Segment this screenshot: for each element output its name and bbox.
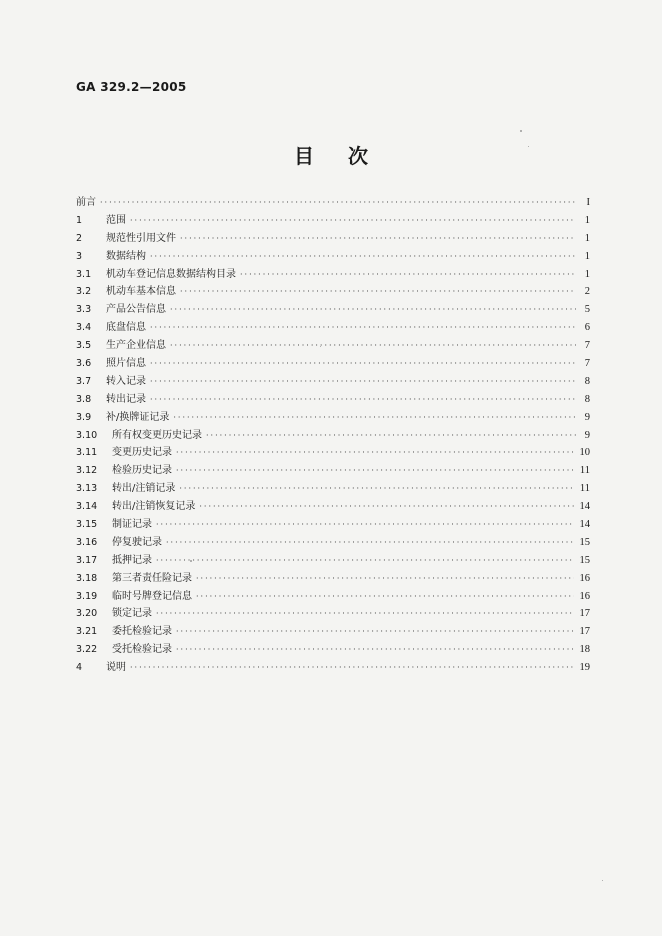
toc-entry-label: 第三者责任险记录 — [112, 572, 192, 584]
dot-leader — [150, 391, 576, 409]
toc-entry-page: 2 — [584, 286, 590, 298]
toc-entry-page: 1 — [584, 268, 590, 280]
scan-speck — [190, 560, 192, 562]
toc-entry[interactable] — [76, 212, 590, 230]
toc-entry-number: 3.18 — [76, 572, 98, 584]
toc-entry[interactable] — [76, 605, 590, 623]
toc-entry[interactable] — [76, 337, 590, 355]
toc-entry-number: 3.12 — [76, 465, 98, 477]
dot-leader — [176, 462, 574, 480]
toc-entry-label: 检验历史记录 — [112, 465, 172, 477]
dot-leader — [180, 230, 576, 248]
toc-entry-page: 7 — [584, 358, 590, 370]
toc-entry-label: 照片信息 — [106, 358, 146, 370]
toc-entry-number: 3 — [76, 250, 83, 262]
dot-leader — [150, 355, 576, 373]
toc-entry-number: 3.2 — [76, 286, 92, 298]
toc-entry-page: 15 — [579, 554, 590, 566]
dot-leader — [166, 534, 574, 552]
toc-entry-label: 转出记录 — [106, 393, 146, 405]
dot-leader — [150, 248, 576, 266]
dot-leader — [206, 427, 576, 445]
scan-speck — [528, 146, 529, 147]
toc-entry-label: 产品公告信息 — [106, 304, 166, 316]
table-of-contents — [76, 194, 590, 677]
toc-entry[interactable] — [76, 588, 590, 606]
toc-entry-number: 3.1 — [76, 268, 92, 280]
toc-entry[interactable] — [76, 301, 590, 319]
toc-entry-label: 转出/注销记录 — [112, 483, 176, 495]
toc-entry[interactable] — [76, 516, 590, 534]
toc-entry[interactable] — [76, 266, 590, 284]
toc-entry[interactable] — [76, 552, 590, 570]
toc-entry-number: 3.21 — [76, 626, 98, 638]
scan-speck — [320, 346, 321, 347]
toc-entry-page: 15 — [579, 536, 590, 548]
toc-entry-page: 1 — [584, 214, 590, 226]
toc-entry-label: 规范性引用文件 — [106, 232, 176, 244]
dot-leader — [176, 444, 574, 462]
toc-entry-number: 3.9 — [76, 411, 92, 423]
toc-entry[interactable] — [76, 641, 590, 659]
dot-leader — [196, 570, 574, 588]
toc-entry-number: 3.7 — [76, 375, 92, 387]
toc-entry-page: 14 — [579, 501, 590, 513]
toc-entry-page: 14 — [579, 519, 590, 531]
toc-entry-number: 3.4 — [76, 322, 92, 334]
toc-entry-number: 3.16 — [76, 536, 98, 548]
toc-entry-page: 16 — [579, 590, 590, 602]
dot-leader — [176, 623, 574, 641]
scan-speck — [520, 130, 522, 132]
toc-entry[interactable] — [76, 319, 590, 337]
dot-leader — [170, 301, 576, 319]
toc-entry-number: 4 — [76, 662, 83, 674]
toc-entry-label: 制证记录 — [112, 519, 152, 531]
toc-entry-label: 前言 — [76, 197, 96, 208]
dot-leader — [156, 516, 574, 534]
toc-entry[interactable] — [76, 248, 590, 266]
dot-leader — [156, 552, 574, 570]
toc-entry-number: 3.19 — [76, 590, 98, 602]
dot-leader — [240, 266, 576, 284]
toc-entry-label: 转出/注销恢复记录 — [112, 501, 196, 513]
toc-entry-page: 19 — [579, 662, 590, 674]
dot-leader — [156, 605, 574, 623]
toc-entry-label: 抵押记录 — [112, 554, 152, 566]
toc-entry-page: 1 — [584, 250, 590, 262]
toc-entry[interactable] — [76, 230, 590, 248]
toc-entry-number: 3.20 — [76, 608, 98, 620]
dot-leader — [176, 641, 574, 659]
toc-entry-number: 3.22 — [76, 644, 98, 656]
toc-entry-page: 17 — [579, 626, 590, 638]
toc-entry-page: 17 — [579, 608, 590, 620]
toc-entry-number: 2 — [76, 232, 83, 244]
dot-leader — [130, 659, 574, 677]
toc-entry-page: 18 — [579, 644, 590, 656]
toc-entry-number: 3.13 — [76, 483, 98, 495]
toc-entry[interactable] — [76, 355, 590, 373]
toc-entry-label: 范围 — [106, 214, 126, 226]
toc-entry[interactable] — [76, 462, 590, 480]
toc-entry[interactable] — [76, 391, 590, 409]
toc-entry-page: 1 — [584, 232, 590, 244]
toc-entry-label: 机动车登记信息数据结构目录 — [106, 268, 236, 280]
dot-leader — [150, 319, 576, 337]
page-title: 目次 — [294, 144, 402, 168]
dot-leader — [170, 337, 576, 355]
toc-entry-label: 转入记录 — [106, 375, 146, 387]
toc-entry-page: I — [586, 197, 590, 208]
toc-entry-page: 6 — [584, 322, 590, 334]
toc-entry[interactable] — [76, 194, 590, 212]
toc-entry-label: 数据结构 — [106, 250, 146, 262]
toc-entry-number: 3.10 — [76, 429, 98, 441]
toc-entry[interactable] — [76, 444, 590, 462]
toc-entry-label: 所有权变更历史记录 — [112, 429, 202, 441]
dot-leader — [180, 283, 576, 301]
toc-entry-number: 3.17 — [76, 554, 98, 566]
toc-entry-page: 5 — [584, 304, 590, 316]
dot-leader — [199, 498, 573, 516]
toc-entry-page: 9 — [584, 429, 590, 441]
scan-speck — [602, 880, 603, 881]
toc-entry-label: 停复驶记录 — [112, 536, 162, 548]
toc-entry-label: 生产企业信息 — [106, 340, 166, 352]
toc-entry-page: 11 — [579, 483, 590, 495]
toc-entry-number: 3.6 — [76, 358, 92, 370]
toc-entry-number: 3.11 — [76, 447, 98, 459]
toc-entry-page: 8 — [584, 393, 590, 405]
toc-entry-label: 锁定记录 — [112, 608, 152, 620]
toc-entry-number: 3.5 — [76, 340, 92, 352]
toc-entry[interactable] — [76, 534, 590, 552]
toc-entry-label: 委托检验记录 — [112, 626, 172, 638]
toc-entry[interactable] — [76, 570, 590, 588]
toc-entry-label: 临时号牌登记信息 — [112, 590, 192, 602]
toc-entry-label: 底盘信息 — [106, 322, 146, 334]
toc-entry-number: 3.15 — [76, 519, 98, 531]
dot-leader — [179, 480, 574, 498]
toc-entry-page: 11 — [579, 465, 590, 477]
toc-entry-number: 3.8 — [76, 393, 92, 405]
toc-entry-page: 9 — [584, 411, 590, 423]
dot-leader — [130, 212, 576, 230]
toc-entry[interactable] — [76, 409, 590, 427]
toc-entry-page: 8 — [584, 375, 590, 387]
toc-entry-label: 补/换牌证记录 — [106, 411, 170, 423]
dot-leader — [100, 194, 576, 212]
toc-entry-label: 机动车基本信息 — [106, 286, 176, 298]
toc-entry-page: 7 — [584, 340, 590, 352]
toc-entry[interactable] — [76, 373, 590, 391]
toc-entry[interactable] — [76, 498, 590, 516]
document-code: GA 329.2—2005 — [76, 80, 187, 94]
toc-entry-number: 3.14 — [76, 501, 98, 513]
toc-entry-number: 1 — [76, 214, 83, 226]
toc-entry-page: 10 — [579, 447, 590, 459]
toc-entry-label: 变更历史记录 — [112, 447, 172, 459]
dot-leader — [173, 409, 576, 427]
toc-entry[interactable] — [76, 427, 590, 445]
toc-entry-number: 3.3 — [76, 304, 92, 316]
toc-entry[interactable] — [76, 480, 590, 498]
toc-entry-label: 说明 — [106, 662, 126, 674]
toc-entry[interactable] — [76, 623, 590, 641]
dot-leader — [150, 373, 576, 391]
toc-entry-label: 受托检验记录 — [112, 644, 172, 656]
toc-entry-page: 16 — [579, 572, 590, 584]
toc-entry[interactable] — [76, 659, 590, 677]
toc-entry[interactable] — [76, 283, 590, 301]
dot-leader — [196, 588, 574, 606]
